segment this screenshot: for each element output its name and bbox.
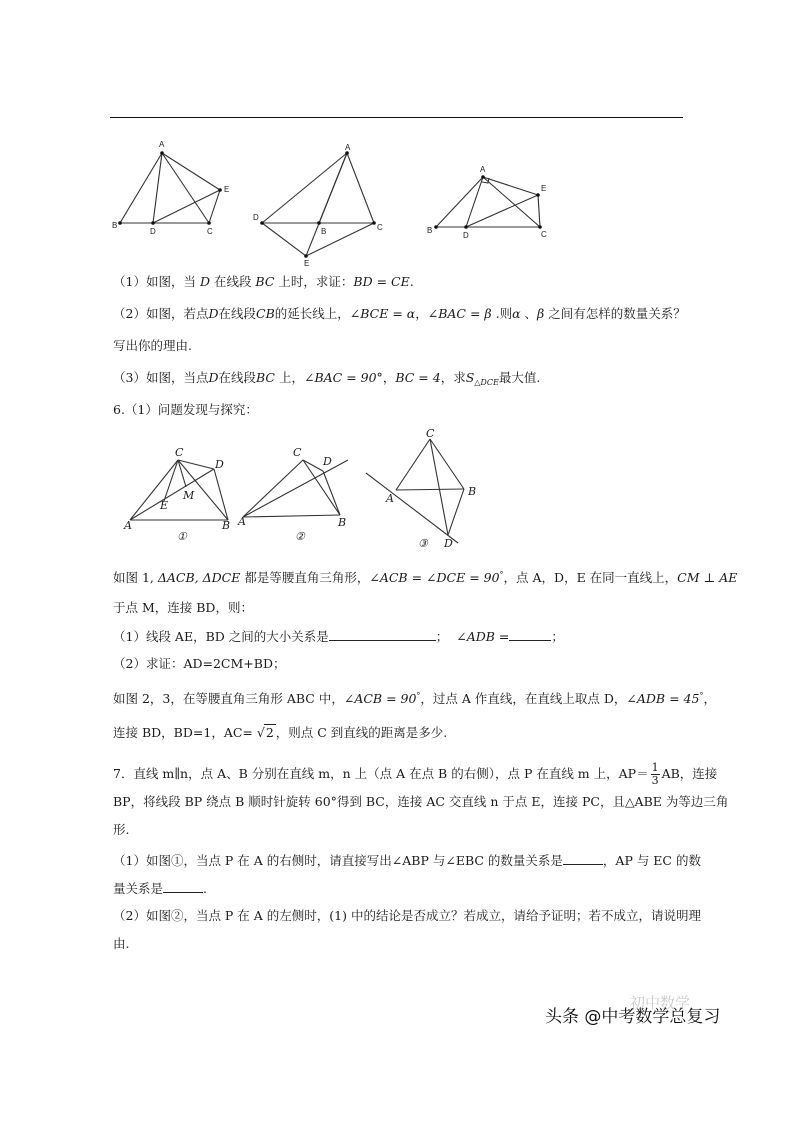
answer-blank[interactable] [163,880,203,893]
q6-line1: 如图 1, ΔACB, ΔDCE 都是等腰直角三角形，∠ACB = ∠DCE = 90°，点 A，D，E 在同一直线上，CM ⊥ AE [113,570,738,585]
point-label-c: C [207,227,213,236]
q6-line5: 如图 2，3，在等腰直角三角形 ABC 中，∠ACB = 90°，过点 A 作直线，在直线上取点 D，∠ADB = 45°， [113,691,716,706]
q6-line4: （2）求证：AD=2CM+BD； [113,656,286,671]
point-label-e: E [304,259,310,268]
figure-number: ③ [418,537,428,550]
point-label-b: B [321,227,327,236]
point-label-c: C [293,446,302,459]
point-label-d: D [444,537,453,550]
q6-line3: （1）线段 AE，BD 之间的大小关系是 ； ∠ADB = ； [113,629,564,644]
point-label-b: B [427,226,433,235]
answer-blank[interactable] [509,628,551,641]
q7-line6: （2）如图②，当点 P 在 A 的左侧时，(1) 中的结论是否成立？若成立，请给予证明；若不成立，请说明理 [113,908,701,923]
figure-q5-1 [110,135,240,235]
figure-q6-1 [120,445,235,545]
figure-q5-2 [250,143,395,268]
point-label-a: A [386,492,394,505]
point-label-b: B [468,485,477,498]
point-label-a: A [159,140,165,149]
answer-blank[interactable] [563,852,603,865]
q5-part1: （1）如图，当 D 在线段 BC 上时，求证：BD = CE. [113,274,414,289]
q5-part2-line2: 写出你的理由. [113,338,192,353]
q6-title: 6.（1）问题发现与探究： [113,402,258,417]
point-label-d: D [253,213,259,222]
point-label-c: C [175,446,184,459]
point-label-a: A [480,165,486,174]
figure-number: ② [295,530,305,543]
point-label-c: C [377,223,383,232]
point-label-e: E [160,499,169,512]
figure-q5-3 [425,160,560,240]
point-label-d: D [463,231,469,240]
q7-line3: 形. [113,822,130,837]
q6-line2: 于点 M，连接 BD，则： [113,600,253,615]
figure-q6-3 [360,425,490,550]
fraction-one-third: $\frac{1}{3}$ [651,761,659,787]
point-label-c: C [426,427,435,440]
q7-line4: （1）如图①，当点 P 在 A 的右侧时，请直接写出∠ABP 与∠EBC 的数量关系是 ，AP 与 EC 的数 [113,853,701,868]
point-label-d: D [150,227,156,236]
point-label-m: M [183,489,195,502]
point-label-b: B [222,519,231,532]
point-label-b: B [112,221,118,230]
q7-line5: 量关系是 . [113,881,207,896]
point-label-c: C [541,230,547,239]
point-label-a: A [345,143,351,152]
point-label-b: B [338,516,347,529]
q5-part2: （2）如图，若点D在线段CB的延长线上，∠BCE = α，∠BAC = β .则α 、β 之间有怎样的数量关系？ [113,306,686,321]
q7-line2: BP，将线段 BP 绕点 B 顺时针旋转 60°得到 BC，连接 AC 交直线 n 于点 E，连接 PC，且△ABE 为等边三角 [113,794,729,809]
q7-line7: 由. [113,936,130,951]
watermark: 头条 @中考数学总复习 [545,1007,721,1027]
q5-part3: （3）如图，当点D在线段BC 上，∠BAC = 90°，BC = 4，求$S_{\triangle DCE}$最大值. [113,370,541,387]
figure-number: ① [177,530,187,543]
point-label-a: A [124,519,132,532]
q7-line1: 7．直线 m∥n，点 A、B 分别在直线 m，n 上（点 A 在点 B 的右侧），点 P 在直线 m 上，AP＝ $\frac{1}{3}$ AB，连接 [113,761,718,787]
point-label-d: D [323,455,332,468]
point-label-d: D [215,458,224,471]
point-label-e: E [541,184,547,193]
header-rule [110,117,683,118]
point-label-e: E [224,185,230,194]
point-label-a: A [238,515,246,528]
q6-line6: 连接 BD，BD=1，AC= √2 ，则点 C 到直线的距离是多少. [113,725,448,740]
sqrt-symbol: √ [256,725,265,740]
answer-blank[interactable] [329,628,436,641]
watermark-ghost: 初中数学 [630,994,691,1012]
figure-q6-2 [235,445,355,545]
